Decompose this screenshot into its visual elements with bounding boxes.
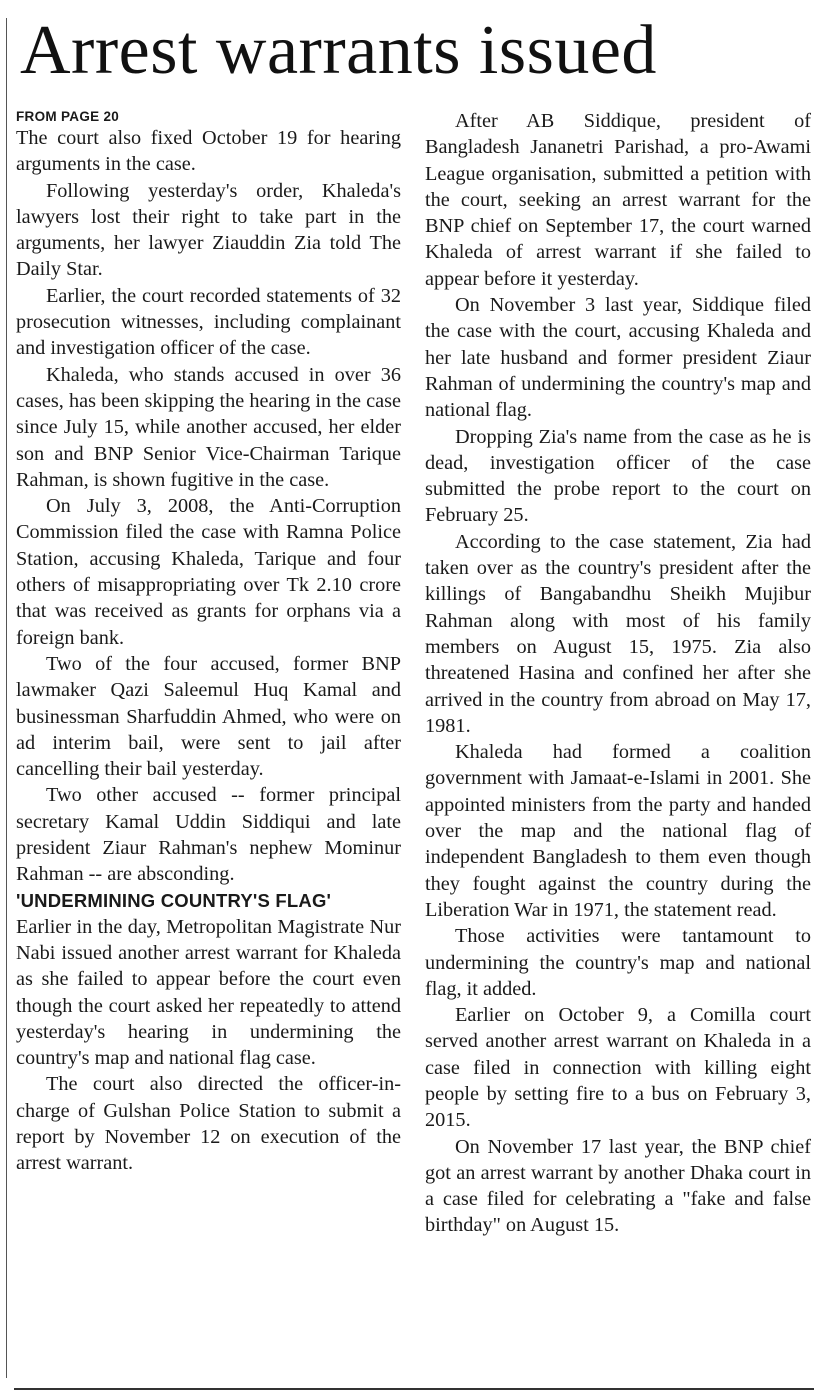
paragraph: The court also directed the officer-in-charge of Gulshan Police Station to submit a report by November 12 on execution of the arrest warrant. — [16, 1073, 401, 1175]
paragraph: Those activities were tantamount to undermining the country's map and national flag, it added. — [425, 925, 811, 1000]
paragraph: Khaleda had formed a coalition government with Jamaat-e-Islami in 2001. She appointed ministers from the party and handed over the map and the national flag of independent Bangladesh to them even though they fought against the country during the Liberation War in 1971, the statement read. — [425, 741, 811, 921]
continuation-kicker: FROM PAGE 20 — [16, 109, 120, 124]
paragraph: After AB Siddique, president of Bangladesh Jananetri Parishad, a pro-Awami League organisation, submitted a petition with the court, seeking an arrest warrant for the BNP chief on September 17, the court warned Khaleda of arrest warrant if she failed to appear before it yesterday. — [425, 110, 811, 290]
paragraph: The court also fixed October 19 for hearing arguments in the case. — [16, 127, 401, 176]
left-column — [16, 108, 401, 1177]
paragraph: Two of the four accused, former BNP lawmaker Qazi Saleemul Huq Kamal and businessman Sharfuddin Ahmed, who were on ad interim bail, were sent to jail after cancelling their bail yesterday. — [16, 652, 401, 781]
bottom-rule — [14, 1388, 814, 1390]
paragraph: Earlier, the court recorded statements of 32 prosecution witnesses, including complainant and investigation officer of the case. — [16, 284, 401, 360]
paragraph: Dropping Zia's name from the case as he is dead, investigation officer of the case submitted the probe report to the court on February 25. — [425, 425, 811, 527]
paragraph: Following yesterday's order, Khaleda's lawyers lost their right to take part in the arguments, her lawyer Ziauddin Zia told The Daily Star. — [16, 179, 401, 281]
paragraph: Two other accused -- former principal secretary Kamal Uddin Siddiqui and late president Ziaur Rahman's nephew Mominur Rahman -- are absconding. — [16, 784, 401, 886]
left-column-rule — [6, 18, 7, 1378]
paragraph: On November 3 last year, Siddique filed the case with the court, accusing Khaleda and her late husband and former president Ziaur Rahman of undermining the country's map and national flag. — [425, 294, 811, 422]
paragraph: According to the case statement, Zia had taken over as the country's president after the killings of Bangabandhu Sheikh Mujibur Rahman along with most of his family members on August 15, 1975. Zia also threatened Hasina and confined her after she arrived in the country from abroad on May 17, 1981. — [425, 530, 811, 737]
subhead: 'UNDERMINING COUNTRY'S FLAG' — [16, 889, 332, 911]
paragraph: On November 17 last year, the BNP chief got an arrest warrant by another Dhaka court in a case filed for celebrating a "fake and false birthday" on August 15. — [425, 1135, 811, 1237]
paragraph: Earlier on October 9, a Comilla court served another arrest warrant on Khaleda in a case filed in connection with killing eight people by setting fire to a bus on February 3, 2015. — [425, 1004, 811, 1132]
right-column — [425, 108, 811, 1239]
paragraph: Earlier in the day, Metropolitan Magistrate Nur Nabi issued another arrest warrant for Khaleda as she failed to appear before the court even though the court asked her repeatedly to attend yesterday's hearing in undermining the country's map and national flag case. — [16, 915, 401, 1070]
paragraph: Khaleda, who stands accused in over 36 cases, has been skipping the hearing in the case since July 15, while another accused, her elder son and BNP Senior Vice-Chairman Tarique Rahman, is shown fugitive in the case. — [16, 363, 401, 491]
paragraph: On July 3, 2008, the Anti-Corruption Commission filed the case with Ramna Police Station, accusing Khaleda, Tarique and four others of misappropriating over Tk 2.10 crore that was received as grants for orphans via a foreign bank. — [16, 495, 401, 649]
headline: Arrest warrants issued — [20, 12, 657, 89]
